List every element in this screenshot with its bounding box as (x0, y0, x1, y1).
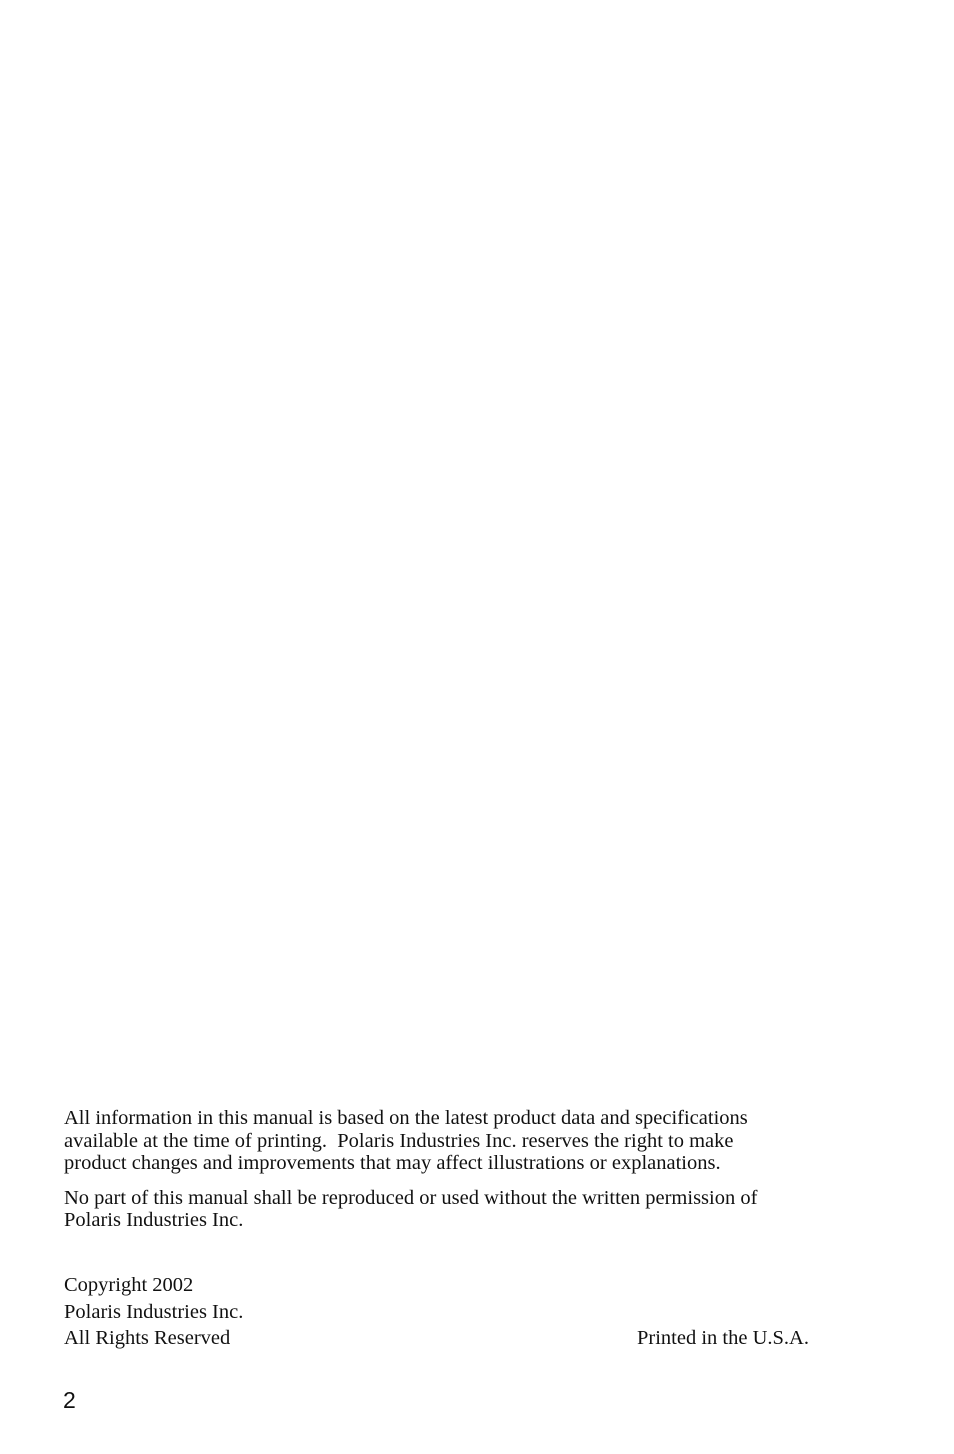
disclaimer-section (64, 1107, 834, 1232)
disclaimer-paragraph-1-line-3: product changes and improvements that may affect illustrations or explanations. (64, 1152, 721, 1174)
page-number: 2 (63, 1387, 76, 1413)
rights-statement: All Rights Reserved (64, 1327, 231, 1349)
disclaimer-paragraph-1-line-1: All information in this manual is based on the latest product data and specifications (64, 1107, 748, 1129)
disclaimer-paragraph-1-line-2: available at the time of printing. Polaris Industries Inc. reserves the right to make (64, 1129, 734, 1152)
company-name: Polaris Industries Inc. (64, 1300, 244, 1323)
disclaimer-paragraph-2-line-1: No part of this manual shall be reproduced or used without the written permission of (64, 1186, 758, 1209)
copyright-year: Copyright 2002 (64, 1274, 194, 1296)
printed-location: Printed in the U.S.A. (637, 1327, 809, 1349)
disclaimer-paragraph-2-line-2: Polaris Industries Inc. (64, 1209, 244, 1231)
